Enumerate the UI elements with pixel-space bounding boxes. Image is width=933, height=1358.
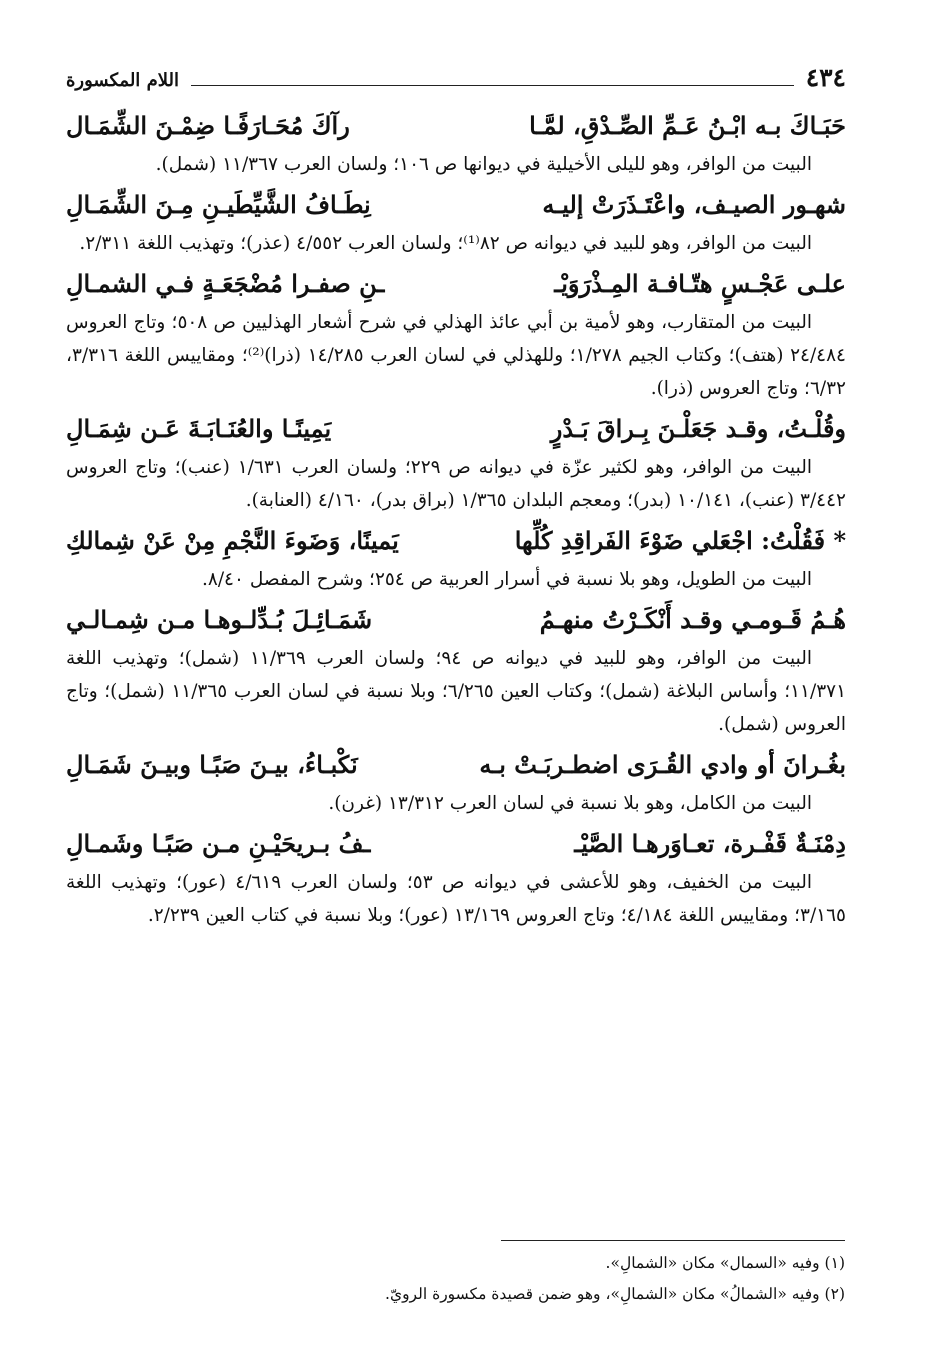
verse-line bbox=[66, 266, 846, 306]
verse-second-hemistich: نِطَـافُ الشَّيِّطَيـنِ مِـنَ الشِّمَـالِ bbox=[66, 190, 371, 219]
verse-note: البيت من المتقارب، وهو لأمية بن أبي عائذ الهذلي في شرح أشعار الهذليين ص ٥٠٨؛ وتاج العروس ٢٤/٤٨٤ (هتف)؛ وكتاب الجيم ١/٢٧٨؛ وللهذلي في لسان العرب ١٤/٢٨٥ (ذرا)⁽²⁾؛ ومقاييس اللغة ٣/٣١٦، ٦/٣٢؛ وتاج العروس (ذرا). bbox=[66, 312, 846, 399]
verse-entry bbox=[66, 602, 846, 741]
verse-entry bbox=[66, 266, 846, 405]
verse-note: البيت من الكامل، وهو بلا نسبة في لسان العرب ١٣/٣١٢ (غرن). bbox=[328, 793, 812, 814]
verse-entry bbox=[66, 523, 846, 596]
verse-first-hemistich: * فَقُلْتُ: اجْعَلي ضَوْءَ الفَراقِدِ كُلِّها bbox=[514, 526, 846, 555]
verse-second-hemistich: ـنِ صفـرا مُضْجَعَـةٍ فـي الشمـالِ bbox=[66, 269, 385, 298]
verse-line bbox=[66, 411, 846, 451]
verse-second-hemistich: ـفُ بـريحَيْـنِ مـن صَبًـا وشَمـالِ bbox=[66, 829, 371, 858]
verse-second-hemistich: يَمِينًـا والعُنَـابَـةَ عَـن شِمَـالِ bbox=[66, 414, 332, 443]
verse-first-hemistich: بغُـرانَ أو وادي القُـرَى اضطـربَـتْ بـه bbox=[479, 750, 846, 779]
verse-first-hemistich: حَبَـاكَ بـه ابْـنُ عَـمِّ الصِّـدْقِ، لمَّـا bbox=[529, 111, 846, 140]
verse-second-hemistich: نَكْبـاءُ، بيـنَ صَبًـا وبيـنَ شَمَـالِ bbox=[66, 750, 358, 779]
verse-line bbox=[66, 826, 846, 866]
verse-entry bbox=[66, 108, 846, 181]
verse-entry bbox=[66, 747, 846, 820]
header-rule bbox=[191, 85, 794, 86]
verse-first-hemistich: دِمْنَـةٌ قَفْـرة، تعـاوَرهـا الصَّيْـ bbox=[574, 829, 846, 858]
page-number: ٤٣٤ bbox=[805, 63, 846, 92]
verse-note: البيت من الوافر، وهو للبيد في ديوانه ص ٩٤؛ ولسان العرب ١١/٣٦٩ (شمل)؛ وتهذيب اللغة ١١/٣٧١؛ وأساس البلاغة (شمل)؛ وكتاب العين ٦/٢٦٥؛ وبلا نسبة في لسان العرب ١١/٣٦٥ (شمل)؛ وتاج العروس (شمل). bbox=[66, 648, 847, 735]
verse-second-hemistich: يَمينًا، وَضَوءَ النَّجْمِ مِنْ عَنْ شِمالكِ bbox=[66, 526, 399, 555]
footnotes bbox=[85, 1248, 845, 1310]
verse-note: البيت من الوافر، وهو للبيد في ديوانه ص ٨٢⁽¹⁾؛ ولسان العرب ٤/٥٥٢ (عذر)؛ وتهذيب اللغة ٢/٣١١. bbox=[79, 233, 812, 254]
verse-line bbox=[66, 187, 846, 227]
verse-first-hemistich: هُـمُ قَـومـي وقـد أَنْكَـرْتُ منهـمُ bbox=[539, 605, 846, 634]
main-text bbox=[66, 108, 846, 938]
verse-entry bbox=[66, 826, 846, 932]
verse-line bbox=[66, 602, 846, 642]
footnote: (١) وفيه «السمال» مكان «الشمالِ». bbox=[605, 1254, 845, 1272]
page-header bbox=[66, 58, 846, 92]
verse-note: البيت من الطويل، وهو بلا نسبة في أسرار العربية ص ٢٥٤؛ وشرح المفصل ٨/٤٠. bbox=[202, 569, 812, 590]
verse-first-hemistich: شهـور الصيـف، واعْتَـذَرَتْ إليـه bbox=[542, 190, 846, 219]
verse-note: البيت من الوافر، وهو لليلى الأخيلية في ديوانها ص ١٠٦؛ ولسان العرب ١١/٣٦٧ (شمل). bbox=[155, 154, 812, 175]
verse-second-hemistich: رآكَ مُحَـارَفًـا ضِمْـنَ الشِّمَـال bbox=[66, 111, 350, 140]
verse-line bbox=[66, 108, 846, 148]
verse-first-hemistich: وقُلْـتُ، وقـد جَعَلْـنَ بِـراقَ بَـدْرٍ bbox=[550, 414, 846, 443]
footnote: (٢) وفيه «الشمالُ» مكان «الشمالِ»، وهو ضمن قصيدة مكسورة الرويّ. bbox=[385, 1285, 845, 1303]
chapter-title: اللام المكسورة bbox=[66, 70, 179, 91]
verse-second-hemistich: شَمَـائِـلَ بُـدِّلـوهـا مـن شِمـالـي bbox=[66, 605, 373, 634]
verse-note: البيت من الخفيف، وهو للأعشى في ديوانه ص ٥٣؛ ولسان العرب ٤/٦١٩ (عور)؛ وتهذيب اللغة ٣/١٦٥؛ ومقاييس اللغة ٤/١٨٤؛ وتاج العروس ١٣/١٦٩ (عور)؛ وبلا نسبة في كتاب العين ٢/٢٣٩. bbox=[66, 872, 846, 926]
verse-note: البيت من الوافر، وهو لكثير عزّة في ديوانه ص ٢٢٩؛ ولسان العرب ١/٦٣١ (عنب)؛ وتاج العروس ٣/٤٤٢ (عنب)، ١٠/١٤١ (بدر)؛ ومعجم البلدان ١/٣٦٥ (براق بدر)، ٤/١٦٠ (العنابة). bbox=[66, 457, 846, 511]
verse-entry bbox=[66, 411, 846, 517]
verse-first-hemistich: علـى عَجْـسٍ هتّـافـة المِـذْرَوَيْـ bbox=[554, 269, 846, 298]
verse-entry bbox=[66, 187, 846, 260]
footnote-separator bbox=[501, 1240, 845, 1241]
verse-line bbox=[66, 523, 846, 563]
verse-line bbox=[66, 747, 846, 787]
